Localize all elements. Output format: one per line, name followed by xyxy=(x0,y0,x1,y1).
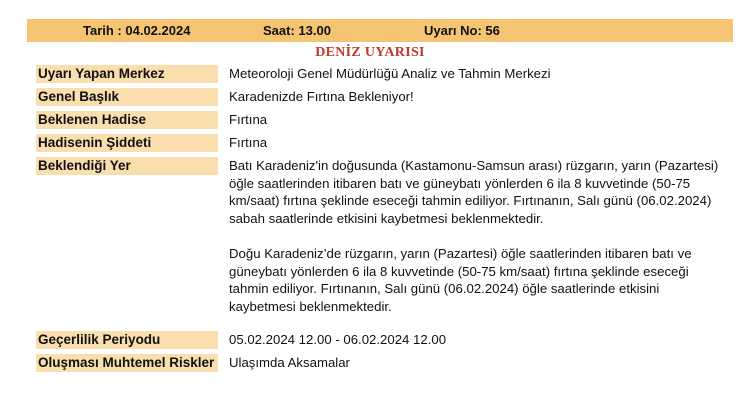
row-label: Beklendiği Yer xyxy=(36,157,218,175)
row-value: Karadenizde Fırtına Bekleniyor! xyxy=(229,89,414,104)
table-row xyxy=(27,132,733,155)
table-row xyxy=(27,109,733,132)
row-value xyxy=(229,157,729,315)
table-row xyxy=(27,155,733,329)
header-bar xyxy=(27,19,733,42)
row-label: Uyarı Yapan Merkez xyxy=(36,65,218,83)
header-time: Saat: 13.00 xyxy=(263,23,331,38)
row-value: Fırtına xyxy=(229,112,268,127)
row-label: Hadisenin Şiddeti xyxy=(36,134,218,152)
table-row xyxy=(27,352,733,392)
table-row xyxy=(27,86,733,109)
header-warning-number: Uyarı No: 56 xyxy=(424,23,500,38)
row-label: Oluşması Muhtemel Riskler xyxy=(36,354,218,372)
location-paragraph-east: Doğu Karadeniz’de rüzgarın, yarın (Pazartesi) öğle saatlerinden itibaren batı ve güneybatı yönlerden 6 ila 8 kuvvetinde (50-75 km/saat) fırtına şeklinde eseceği tahmin ediliyor. Fırtınanın, Salı günü (06.02.2024) öğle saatlerinde etkisini kaybetmesi beklenmektedir. xyxy=(229,245,692,314)
row-value: 05.02.2024 12.00 - 06.02.2024 12.00 xyxy=(229,332,447,347)
table-row xyxy=(27,63,733,86)
row-value: Fırtına xyxy=(229,135,268,150)
row-label: Beklenen Hadise xyxy=(36,111,218,129)
document-title: DENİZ UYARISI xyxy=(315,45,425,60)
row-value: Meteoroloji Genel Müdürlüğü Analiz ve Tahmin Merkezi xyxy=(229,66,551,81)
table-row xyxy=(27,329,733,352)
header-date: Tarih : 04.02.2024 xyxy=(83,23,191,38)
row-label: Genel Başlık xyxy=(36,88,218,106)
row-label: Geçerlilik Periyodu xyxy=(36,331,218,349)
location-paragraph-west: Batı Karadeniz'in doğusunda (Kastamonu-Samsun arası) rüzgarın, yarın (Pazartesi) öğle saatlerinden itibaren batı ve güneybatı yönlerden 6 ila 8 kuvvetinde (50-75 km/saat) fırtına şeklinde eseceği tahmin ediliyor. Fırtınanın, Salı günü (06.02.2024) sabah saatlerinde etkisini kaybetmesi beklenmektedir. xyxy=(229,158,719,226)
row-value: Ulaşımda Aksamalar xyxy=(229,355,350,370)
warning-table xyxy=(27,63,733,392)
